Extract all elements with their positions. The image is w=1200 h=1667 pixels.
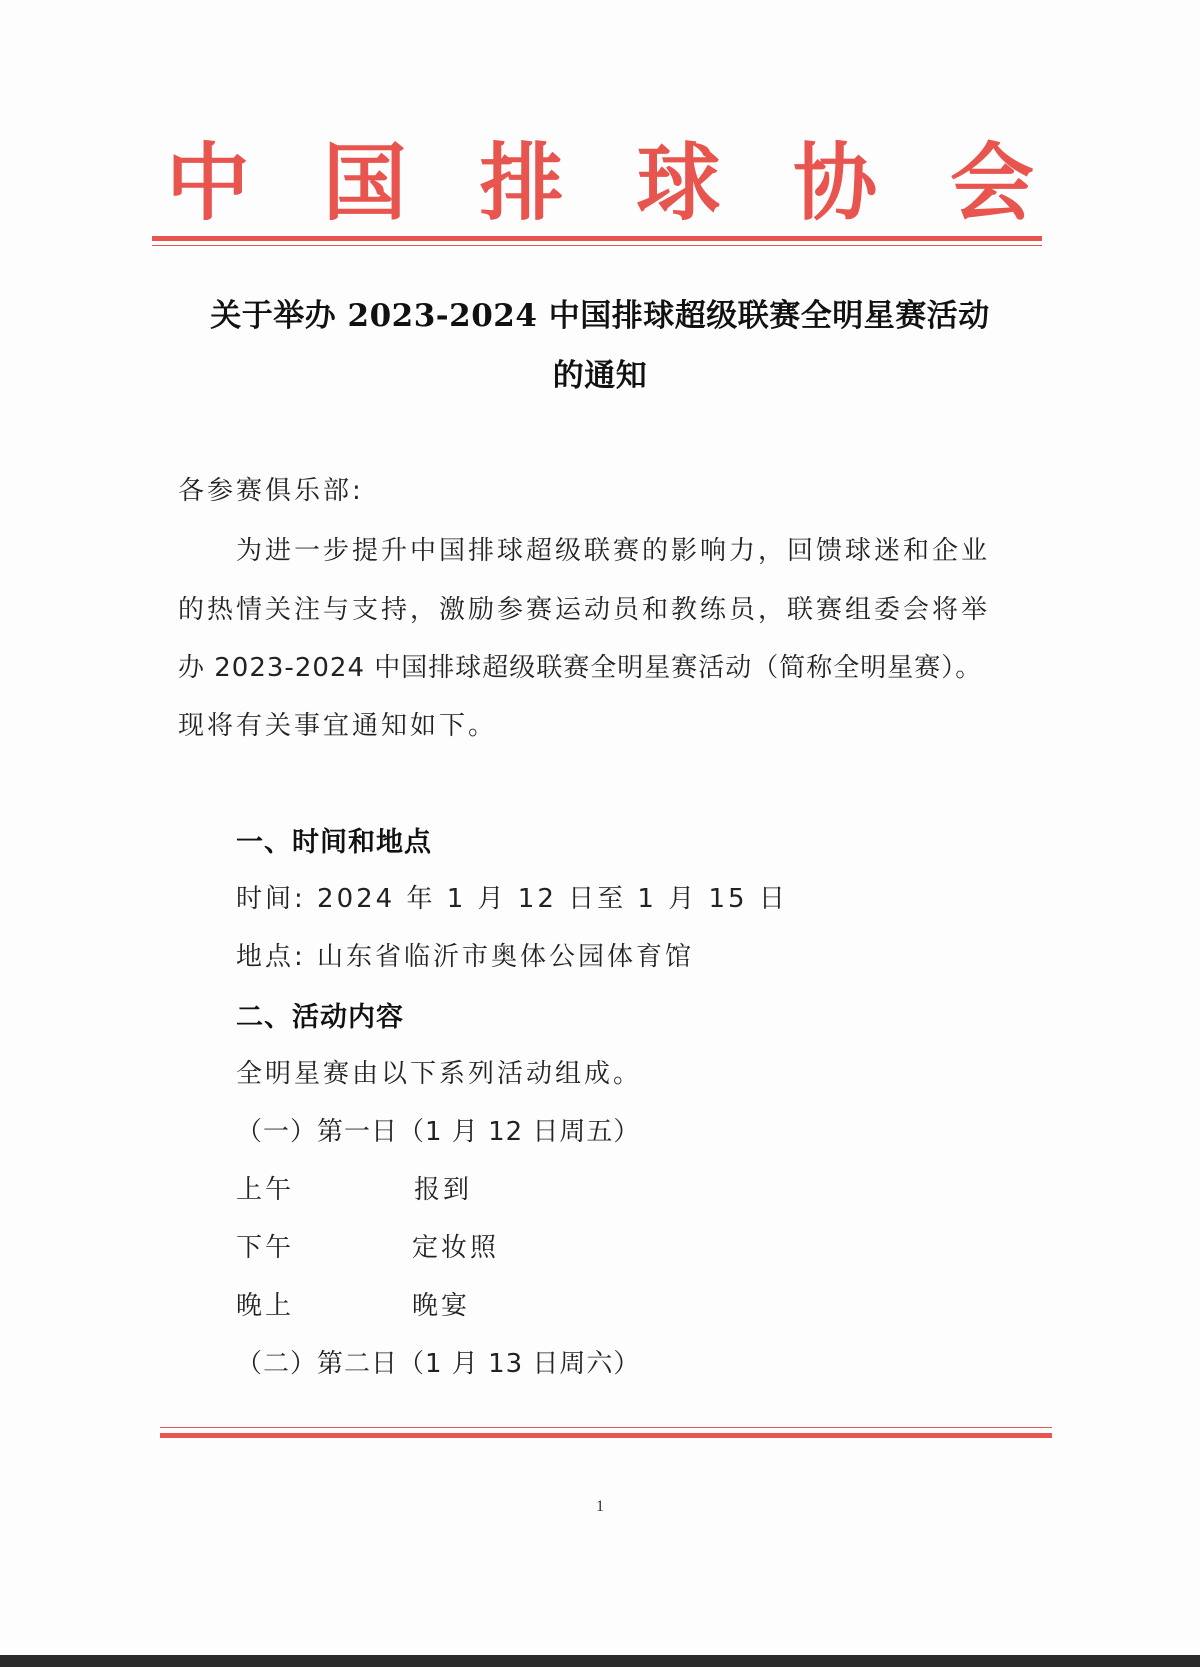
letterhead-char: 中 <box>165 133 250 232</box>
scan-edge <box>0 1655 1200 1667</box>
section-heading-activities: 二、活动内容 <box>236 1002 404 1033</box>
day1-title: （一）第一日（1 月 12 日周五） <box>236 1117 641 1147</box>
page-number: 1 <box>596 1498 604 1515</box>
schedule-activity: 报到 <box>414 1175 473 1205</box>
day2-title: （二）第二日（1 月 13 日周六） <box>236 1349 641 1379</box>
schedule-time: 晚上 <box>236 1291 295 1321</box>
letterhead-divider <box>152 236 1042 241</box>
activities-intro: 全明星赛由以下系列活动组成。 <box>236 1059 643 1089</box>
letterhead-char: 会 <box>949 133 1034 232</box>
schedule-time: 上午 <box>236 1175 295 1205</box>
event-place: 地点: 山东省临沂市奥体公园体育馆 <box>236 942 695 972</box>
letterhead-title <box>160 135 1040 231</box>
letterhead-char: 国 <box>322 133 407 232</box>
footer-divider <box>160 1433 1052 1438</box>
letterhead-char: 排 <box>479 133 564 232</box>
event-time: 时间: 2024 年 1 月 12 日至 1 月 15 日 <box>236 884 788 914</box>
letterhead-divider-thin <box>152 245 1042 246</box>
schedule-activity: 晚宴 <box>412 1291 471 1321</box>
salutation: 各参赛俱乐部: <box>178 476 364 506</box>
document-title-line2: 的通知 <box>552 358 648 394</box>
footer-divider-thin <box>160 1427 1052 1428</box>
letterhead-char: 协 <box>793 133 878 232</box>
letterhead-char: 球 <box>636 133 721 232</box>
schedule-activity: 定妆照 <box>412 1233 500 1263</box>
document-title-line1: 关于举办 2023-2024 中国排球超级联赛全明星赛活动 <box>210 298 990 334</box>
intro-line: 现将有关事宜通知如下。 <box>178 711 498 741</box>
section-heading-time-place: 一、时间和地点 <box>236 827 432 858</box>
schedule-time: 下午 <box>236 1233 295 1263</box>
intro-line: 为进一步提升中国排球超级联赛的影响力，回馈球迷和企业 <box>236 536 991 566</box>
intro-line: 的热情关注与支持，激励参赛运动员和教练员，联赛组委会将举 <box>178 595 991 625</box>
intro-line: 办 2023-2024 中国排球超级联赛全明星赛活动（简称全明星赛）。 <box>178 653 983 683</box>
